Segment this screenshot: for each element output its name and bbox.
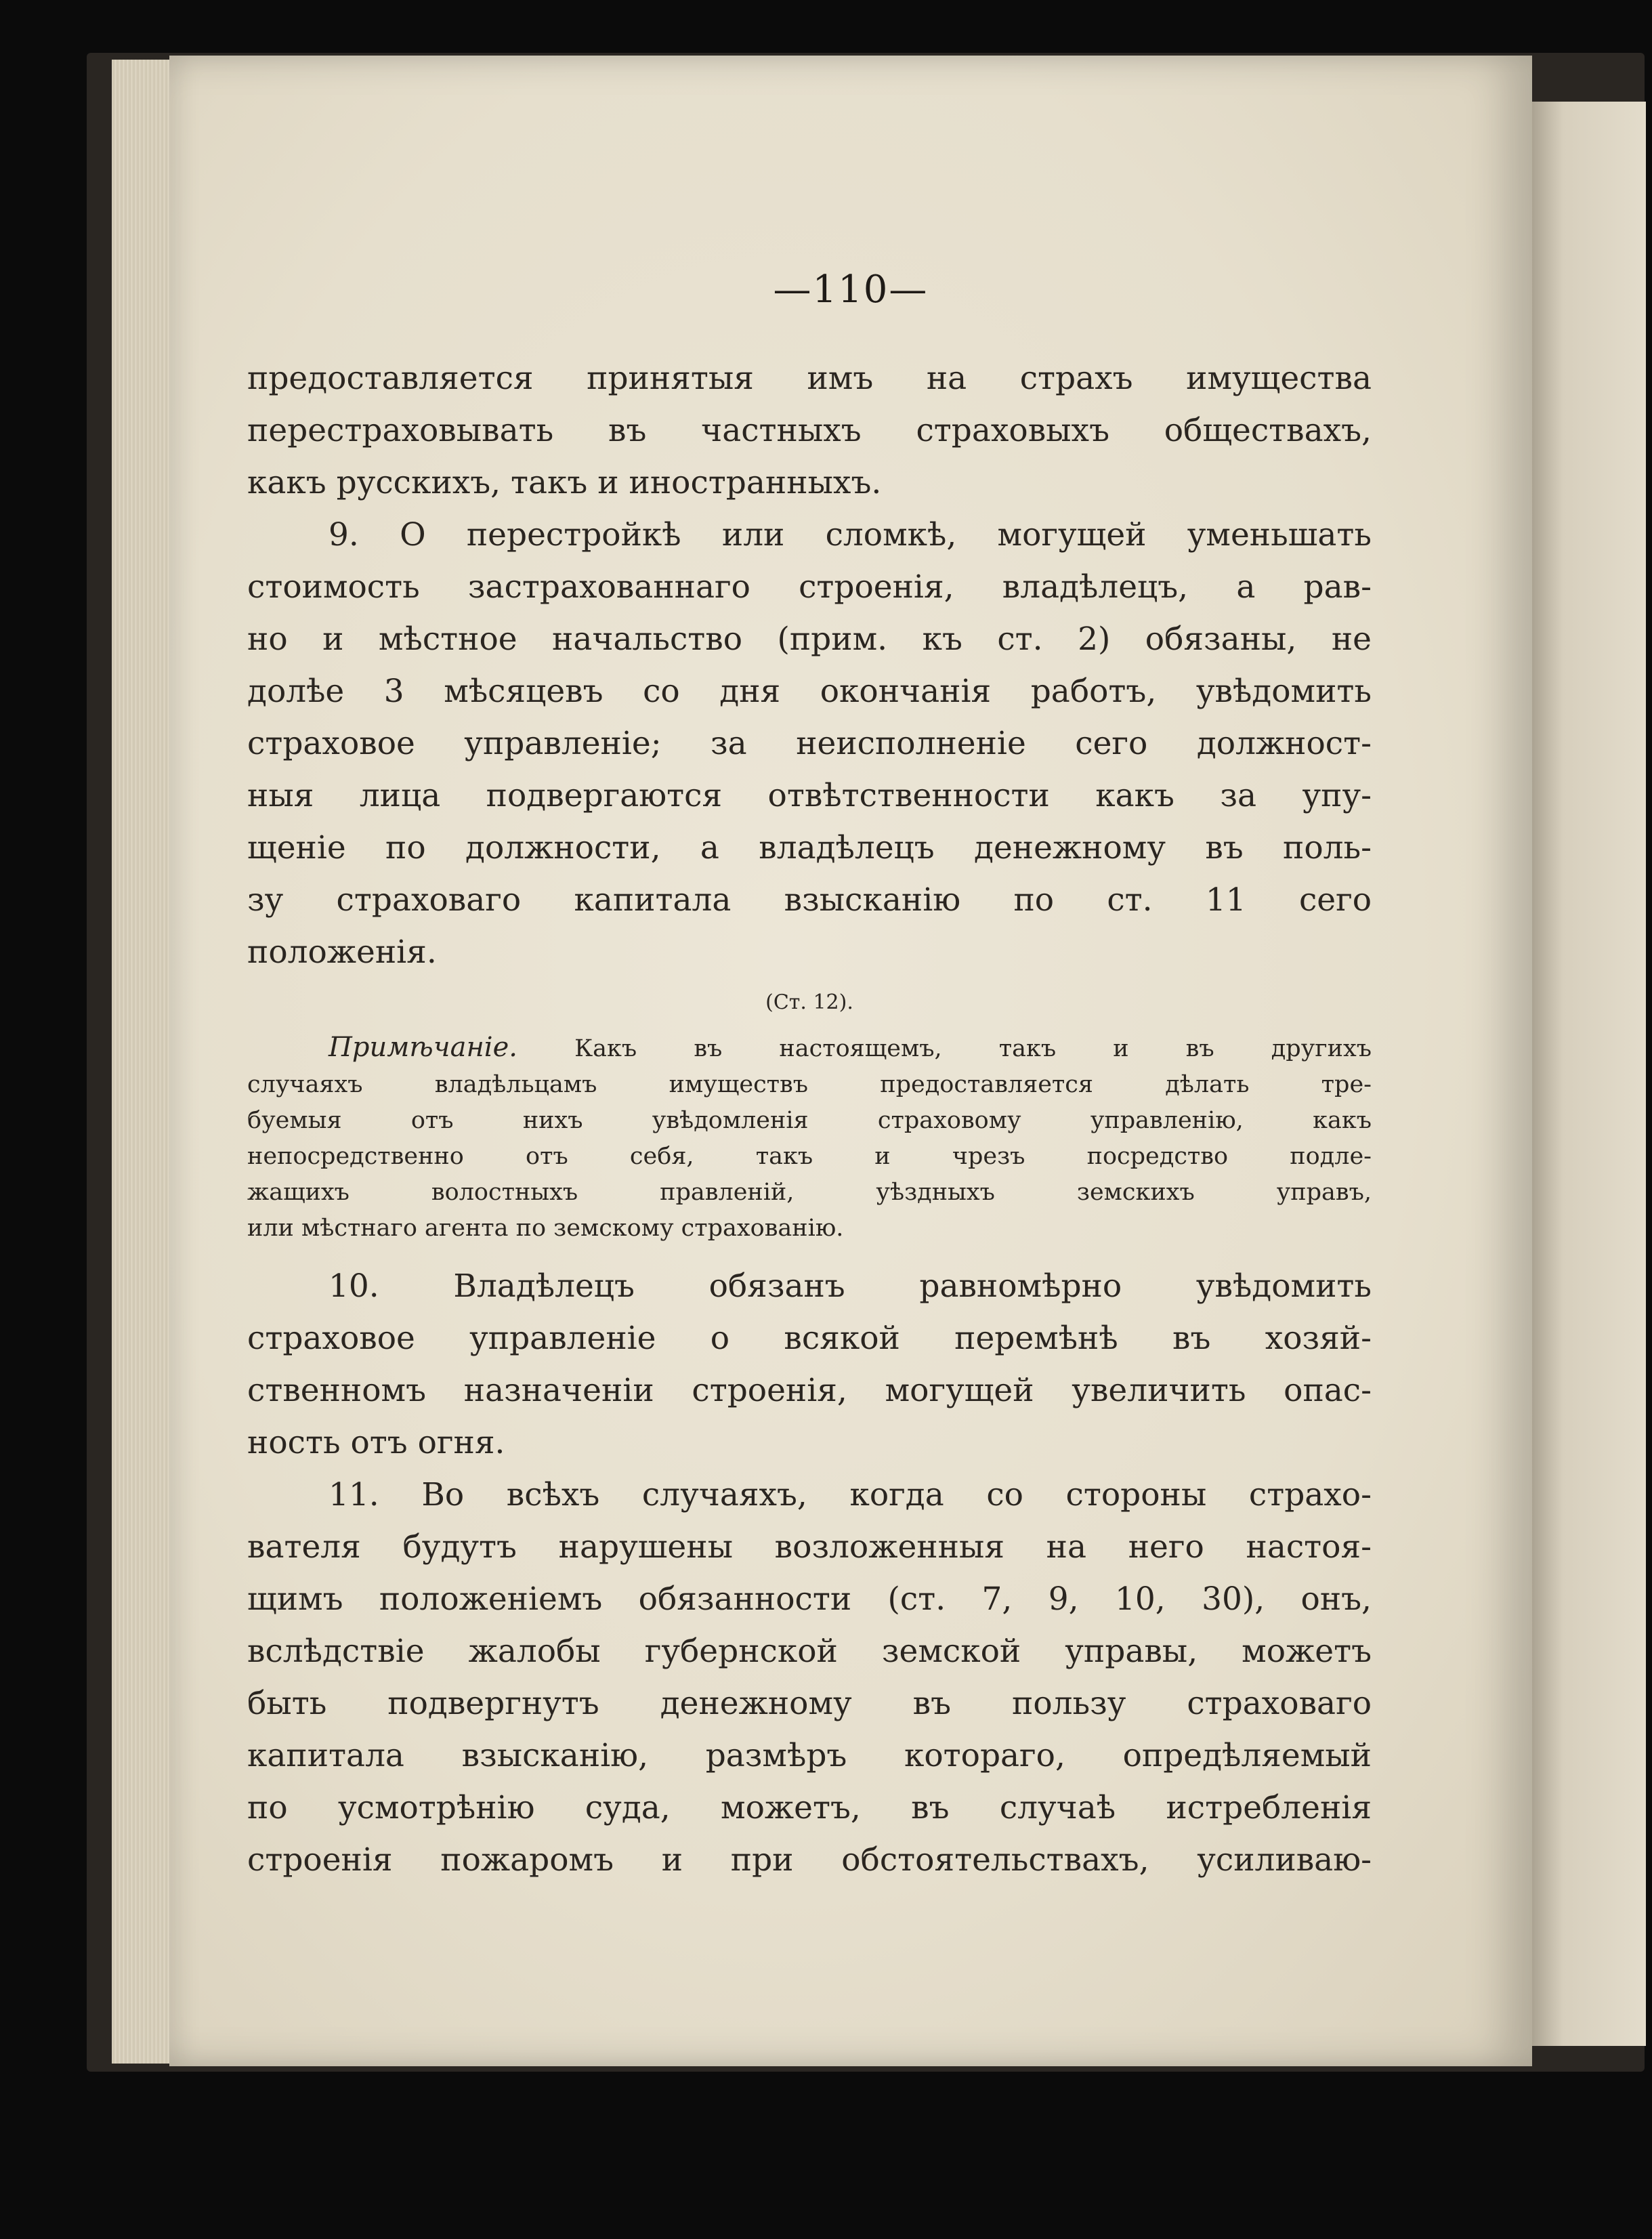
text-line: но и мѣстное начальство (прим. къ ст. 2) обязаны, не [247, 621, 1372, 658]
paragraph-9 [247, 509, 1372, 978]
text-line: какъ русскихъ, такъ и иностранныхъ. [247, 464, 882, 501]
facing-page-edge [1527, 102, 1646, 2046]
note-first-line [247, 1030, 1372, 1067]
text-line: ственномъ назначеніи строенія, могущей увеличить опас- [247, 1372, 1372, 1409]
page-edges [112, 60, 173, 2064]
text-line: вателя будутъ нарушены возложенныя на него настоя- [247, 1528, 1372, 1566]
text-line: ныя лица подвергаются отвѣтственности какъ за упу- [247, 777, 1372, 814]
article-reference: (Ст. 12). [765, 990, 853, 1014]
paragraph-continuation [247, 352, 1372, 509]
text-line: 9. О перестройкѣ или сломкѣ, могущей уменьшать [329, 516, 1372, 553]
note-block [247, 1030, 1372, 1247]
text-line: перестраховывать въ частныхъ страховыхъ обществахъ, [247, 412, 1372, 449]
text-line: вслѣдствіе жалобы губернской земской управы, можетъ [247, 1633, 1372, 1670]
text-line: страховое управленіе о всякой перемѣнѣ въ хозяй- [247, 1320, 1372, 1357]
text-line: предоставляется принятыя имъ на страхъ имущества [247, 360, 1372, 397]
page-text [247, 352, 1372, 1886]
note-title: Примѣчаніе. [329, 1032, 517, 1063]
note-line: случаяхъ владѣльцамъ имуществъ предоставляется дѣлать тре- [247, 1071, 1372, 1098]
text-line: строенія пожаромъ и при обстоятельствахъ, усиливаю- [247, 1841, 1372, 1879]
text-line: зу страховаго капитала взысканію по ст. 11 сего [247, 881, 1372, 919]
note-line: или мѣстнаго агента по земскому страхованію. [247, 1215, 844, 1242]
text-line: ность отъ огня. [247, 1424, 505, 1461]
text-line: положенія. [247, 934, 437, 971]
text-line: долѣе 3 мѣсяцевъ со дня окончанія работъ, увѣдомить [247, 673, 1372, 710]
paragraph-10 [247, 1260, 1372, 1469]
text-line: стоимость застрахованнаго строенія, владѣлецъ, а рав- [247, 568, 1372, 606]
text-line: щеніе по должности, а владѣлецъ денежному въ поль- [247, 829, 1372, 866]
note-line: буемыя отъ нихъ увѣдомленія страховому управленію, какъ [247, 1107, 1372, 1134]
text-line: страховое управленіе; за неисполненіе сего должност- [247, 725, 1372, 762]
page-number: —110— [773, 268, 929, 312]
note-line: жащихъ волостныхъ правленій, уѣздныхъ земскихъ управъ, [247, 1179, 1372, 1206]
text-line: по усмотрѣнію суда, можетъ, въ случаѣ истребленія [247, 1789, 1372, 1826]
text-line: щимъ положеніемъ обязанности (ст. 7, 9, 10, 30), онъ, [247, 1581, 1372, 1618]
text-line: капитала взысканію, размѣръ котораго, опредѣляемый [247, 1737, 1372, 1774]
note-line: непосредственно отъ себя, такъ и чрезъ посредство подле- [247, 1143, 1372, 1170]
note-text: Какъ въ настоящемъ, такъ и въ другихъ [574, 1035, 1372, 1062]
text-line: 10. Владѣлецъ обязанъ равномѣрно увѣдомить [329, 1268, 1372, 1305]
paragraph-11 [247, 1469, 1372, 1886]
text-line: 11. Во всѣхъ случаяхъ, когда со стороны страхо- [329, 1476, 1372, 1513]
text-line: быть подвергнутъ денежному въ пользу страховаго [247, 1685, 1372, 1722]
